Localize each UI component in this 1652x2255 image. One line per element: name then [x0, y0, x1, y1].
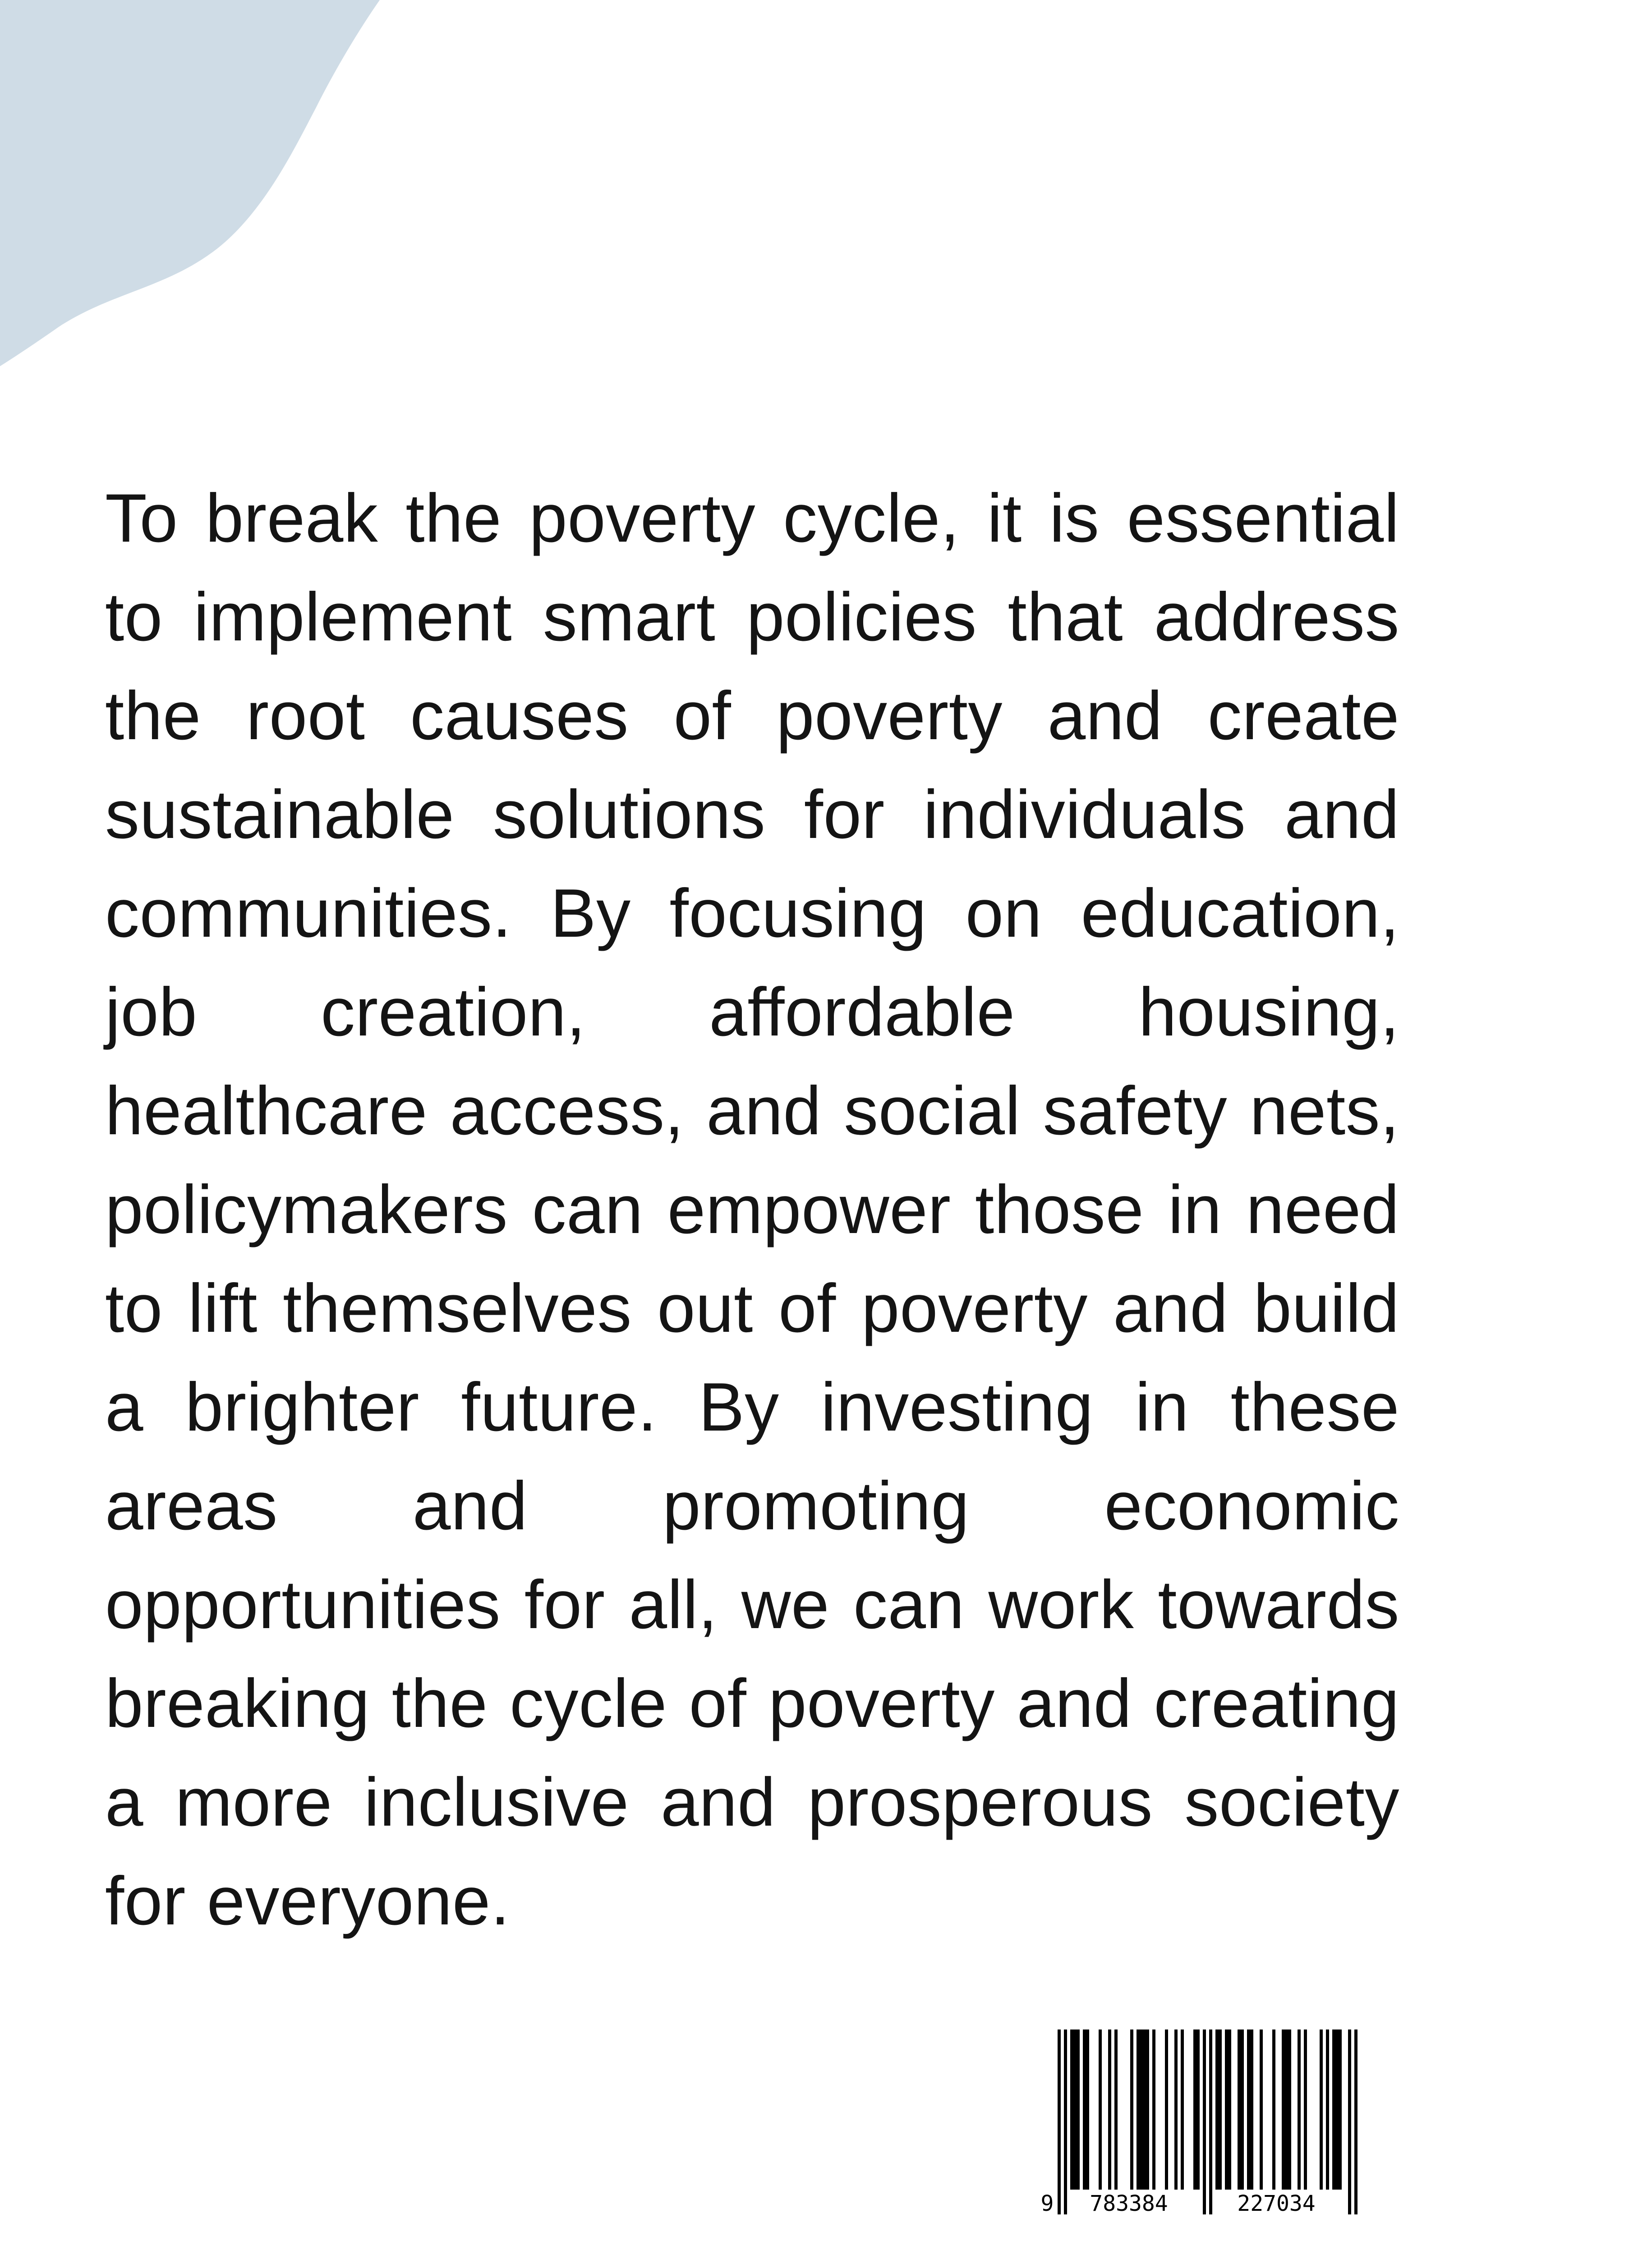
barcode-bar — [1130, 2030, 1133, 2190]
decorative-corner-shape — [0, 0, 388, 370]
barcode-guard-bar — [1064, 2030, 1067, 2214]
barcode-bar — [1272, 2030, 1275, 2190]
barcode-bar — [1247, 2030, 1250, 2190]
barcode-bars — [1058, 2030, 1357, 2214]
barcode-bar — [1225, 2030, 1228, 2190]
barcode-bar — [1181, 2030, 1184, 2190]
barcode-guard-bar — [1058, 2030, 1061, 2214]
barcode-lead-digit: 9 — [1040, 2191, 1054, 2216]
barcode-bar — [1238, 2030, 1241, 2190]
barcode-bar — [1241, 2030, 1244, 2190]
barcode-bar — [1143, 2030, 1146, 2190]
barcode-guard-bar — [1348, 2030, 1351, 2214]
barcode-bar — [1228, 2030, 1231, 2190]
barcode-bar — [1073, 2030, 1077, 2190]
barcode-bar — [1335, 2030, 1339, 2190]
barcode-bar — [1215, 2030, 1219, 2190]
barcode-bar — [1099, 2030, 1102, 2190]
barcode-bar — [1332, 2030, 1335, 2190]
isbn-barcode — [1037, 2030, 1367, 2219]
barcode-guard-bar — [1203, 2030, 1206, 2214]
barcode-bar — [1260, 2030, 1263, 2190]
barcode-bar — [1339, 2030, 1342, 2190]
barcode-bar — [1219, 2030, 1222, 2190]
barcode-bar — [1137, 2030, 1140, 2190]
barcode-bar — [1304, 2030, 1307, 2190]
barcode-bar — [1193, 2030, 1196, 2190]
barcode-bar — [1165, 2030, 1168, 2190]
barcode-bar — [1285, 2030, 1288, 2190]
back-cover-blurb: To break the poverty cycle, it is essential to implement smart policies that address the root causes of poverty and create sustainable solutions for individuals and communities. By focusing on education, job creation, affordable housing, healthcare access, and social safety nets, policymakers can empower those in need to lift themselves out of poverty and build a brighter future. By investing in these areas and promoting economic opportunities for all, we can work towards breaking the cycle of poverty and creating a more inclusive and prosperous society for everyone. — [105, 480, 1399, 1939]
barcode-bar — [1320, 2030, 1323, 2190]
barcode-left-group: 783384 — [1090, 2191, 1168, 2216]
barcode-bar — [1326, 2030, 1329, 2190]
barcode-bar — [1196, 2030, 1200, 2190]
barcode-bar — [1298, 2030, 1301, 2190]
barcode-bar — [1108, 2030, 1111, 2190]
barcode-bar — [1114, 2030, 1118, 2190]
barcode-bar — [1288, 2030, 1291, 2190]
barcode-bar — [1140, 2030, 1143, 2190]
barcode-bar — [1282, 2030, 1285, 2190]
barcode-right-group: 227034 — [1237, 2191, 1316, 2216]
barcode-bar — [1077, 2030, 1080, 2190]
barcode-bar — [1152, 2030, 1155, 2190]
barcode-bar — [1083, 2030, 1086, 2190]
barcode-bar — [1250, 2030, 1253, 2190]
barcode-bar — [1070, 2030, 1073, 2190]
barcode-bar — [1086, 2030, 1089, 2190]
barcode-guard-bar — [1354, 2030, 1357, 2214]
barcode-bar — [1146, 2030, 1149, 2190]
barcode-bar — [1174, 2030, 1178, 2190]
barcode-guard-bar — [1209, 2030, 1212, 2214]
